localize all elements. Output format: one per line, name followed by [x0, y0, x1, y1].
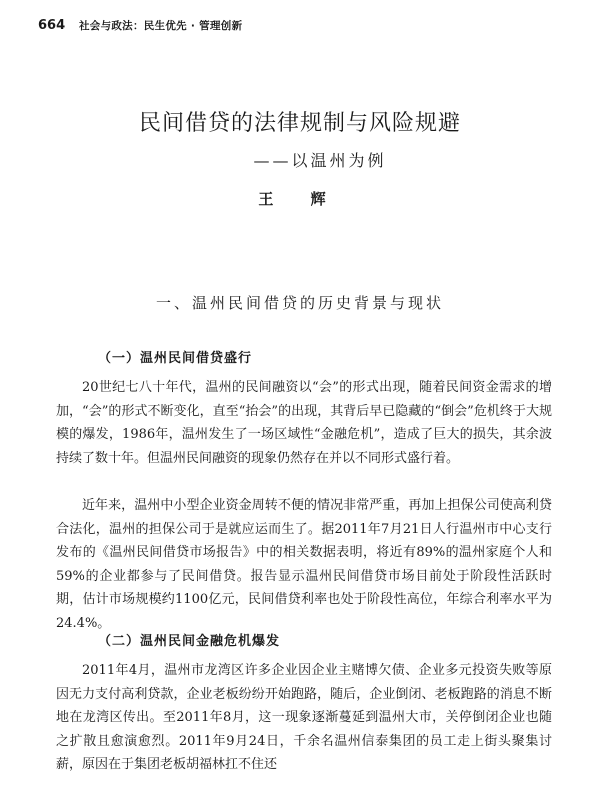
- subsection-heading-1: （一）温州民间借贷盛行: [98, 351, 253, 366]
- article-subtitle: ——以温州为例: [253, 151, 387, 170]
- subsection-heading-2: （二）温州民间金融危机爆发: [98, 634, 281, 649]
- page-number: 664: [38, 18, 66, 33]
- journal-title: 社会与政法：民生优先 · 管理创新: [78, 20, 243, 32]
- paragraph-3: 2011年4月，温州市龙湾区许多企业因企业主赌博欠债、企业多元投资失败等原因无力支付高利贷款，企业老板纷纷开始跑路，随后，企业倒闭、老板跑路的消息不断地在龙湾区传出。至2011年8月，这一现象逐渐蔓延到温州大市，关停倒闭企业也随之扩散且愈演愈烈。2011年9月24日，千余名温州信泰集团的员工走上街头聚集讨薪，原因在于集团老板胡福林扛不住还: [56, 663, 552, 772]
- author-name: 王 辉: [258, 190, 342, 208]
- article-title: 民间借贷的法律规制与风险规避: [138, 111, 461, 136]
- running-header: [38, 18, 242, 33]
- paragraph-2: 近年来，温州中小型企业资金周转不便的情况非常严重，再加上担保公司使高利贷合法化，温州的担保公司于是就应运而生了。据2011年7月21日人行温州市中心支行发布的《温州民间借贷市场报告》中的相关数据表明，将近有89%的温州家庭个人和59%的企业都参与了民间借贷。报告显示温州民间借贷市场目前处于阶段性活跃时期，估计市场规模约1100亿元，民间借贷利率也处于阶段性高位，年综合利率水平为24.4%。: [56, 498, 552, 631]
- paragraph-1: 20世纪七八十年代，温州的民间融资以“会”的形式出现，随着民间资金需求的增加，“会”的形式不断变化，直至“抬会”的出现，其背后早已隐藏的“倒会”危机终于大规模的爆发，1986年，温州发生了一场区域性“金融危机”，造成了巨大的损失，其余波持续了数十年。但温州民间融资的现象仍然存在并以不同形式盛行着。: [56, 380, 552, 466]
- section-heading: 一、温州民间借贷的历史背景与现状: [155, 294, 444, 312]
